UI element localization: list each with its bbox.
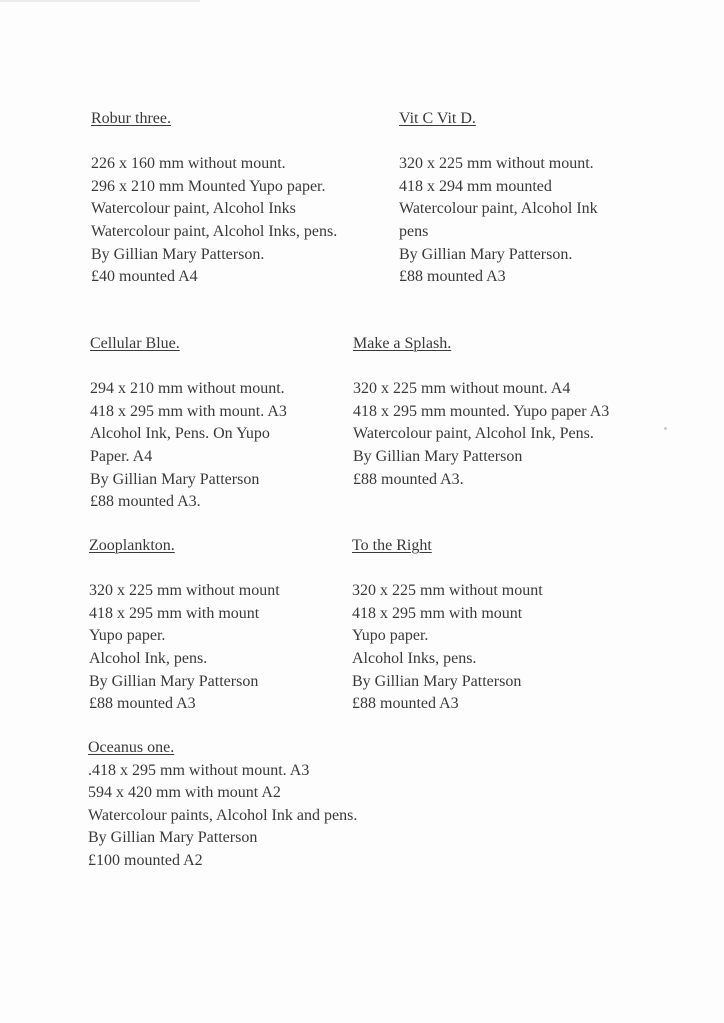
artist-line: By Gillian Mary Patterson: [89, 672, 259, 690]
price-line: £88 mounted A3.: [90, 493, 201, 511]
medium-line: Watercolour paint, Alcohol Ink, Pens.: [353, 425, 594, 443]
price-line: £88 mounted A3: [399, 268, 506, 286]
artwork-entry-cellular-blue: [90, 333, 287, 514]
medium-line: Alcohol Ink, Pens. On Yupo: [90, 425, 270, 443]
size-unmounted: 226 x 160 mm without mount.: [91, 155, 286, 173]
artist-line: By Gillian Mary Patterson: [353, 447, 523, 465]
artwork-title: Cellular Blue.: [90, 335, 180, 352]
size-unmounted: .418 x 295 mm without mount. A3: [88, 761, 310, 779]
artist-line: By Gillian Mary Patterson.: [399, 245, 573, 263]
artwork-title: Vit C Vit D.: [399, 110, 476, 127]
size-mounted: 594 x 420 mm with mount A2: [88, 784, 281, 802]
size-mounted: 418 x 295 mm with mount: [89, 604, 260, 622]
price-line: £88 mounted A3: [89, 695, 196, 713]
price-line: £88 mounted A3: [352, 695, 459, 713]
size-unmounted: 320 x 225 mm without mount: [89, 582, 280, 600]
medium-line: Alcohol Inks, pens.: [352, 649, 477, 667]
size-unmounted: 320 x 225 mm without mount. A4: [353, 380, 571, 398]
medium-line: Yupo paper.: [89, 627, 166, 645]
size-mounted: 418 x 295 mm mounted. Yupo paper A3: [353, 402, 610, 420]
medium-line: Watercolour paint, Alcohol Inks: [91, 200, 296, 218]
price-line: £40 mounted A4: [91, 268, 198, 286]
size-mounted: 296 x 210 mm Mounted Yupo paper.: [91, 177, 326, 195]
artwork-title: To the Right: [352, 537, 432, 554]
size-unmounted: 320 x 225 mm without mount.: [399, 155, 594, 173]
artwork-entry-robur-three: [91, 108, 337, 289]
medium-line: Paper. A4: [90, 447, 153, 465]
medium-line: Watercolour paints, Alcohol Ink and pens.: [88, 806, 358, 824]
size-unmounted: 320 x 225 mm without mount: [352, 582, 543, 600]
artwork-title: Make a Splash.: [353, 335, 452, 352]
artwork-title: Oceanus one.: [88, 739, 175, 756]
scan-edge-mark: [0, 0, 200, 2]
medium-line: pens: [399, 222, 429, 240]
price-line: £100 mounted A2: [88, 851, 203, 869]
medium-line: Watercolour paint, Alcohol Inks, pens.: [91, 222, 338, 240]
artwork-title: Zooplankton.: [89, 537, 175, 554]
size-unmounted: 294 x 210 mm without mount.: [90, 380, 285, 398]
medium-line: Yupo paper.: [352, 627, 429, 645]
artwork-entry-oceanus-one: [88, 737, 357, 873]
price-line: £88 mounted A3.: [353, 470, 464, 488]
artist-line: By Gillian Mary Patterson: [88, 829, 258, 847]
artist-line: By Gillian Mary Patterson: [90, 470, 260, 488]
medium-line: Watercolour paint, Alcohol Ink: [399, 200, 598, 218]
artwork-entry-make-a-splash: [353, 333, 609, 491]
artist-line: By Gillian Mary Patterson: [352, 672, 522, 690]
medium-line: Alcohol Ink, pens.: [89, 649, 208, 667]
artwork-entry-zooplankton: [89, 535, 280, 716]
artwork-entry-vit-c-vit-d: [399, 108, 598, 289]
size-mounted: 418 x 295 mm with mount: [352, 604, 523, 622]
size-mounted: 418 x 294 mm mounted: [399, 177, 552, 195]
size-mounted: 418 x 295 mm with mount. A3: [90, 402, 287, 420]
artist-line: By Gillian Mary Patterson.: [91, 245, 265, 263]
artwork-title: Robur three.: [91, 110, 171, 127]
artwork-entry-to-the-right: [352, 535, 543, 716]
scan-speck: [664, 427, 667, 430]
